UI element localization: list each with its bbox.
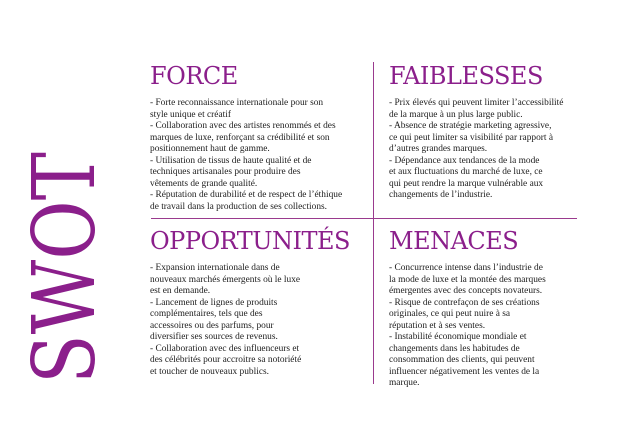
menaces-heading: MENACES <box>389 227 519 255</box>
quadrant-opportunites <box>150 228 365 378</box>
vertical-divider <box>373 62 374 384</box>
faiblesses-body: - Prix élevés qui peuvent limiter l’accessibilité de la marque à un plus large public. - Absence de stratégie marketing agressive, ce qui peut limiter sa visibilité par rapport à d’autres grandes marques. - Dépendance aux tendances de la mode et aux fluctuations du marché de luxe, ce qui peut rendre la marque vulnérable aux changements de l’industrie. <box>389 98 564 201</box>
opportunites-body: - Expansion internationale dans de nouveaux marchés émergents où le luxe est en demande. - Lancement de lignes de produits complémentaires, tels que des accessoires ou des parfums, pour diversifier ses sources de revenus. - Collaboration avec des influenceurs et des célébrités pour accroitre sa notoriété et toucher de nouveaux publics. <box>150 263 302 377</box>
quadrant-menaces <box>389 228 579 390</box>
swot-title-text: SWOT <box>15 108 115 384</box>
horizontal-divider <box>151 218 577 219</box>
quadrant-force <box>150 63 365 213</box>
faiblesses-heading: FAIBLESSES <box>389 62 543 90</box>
quadrant-faiblesses <box>389 63 579 202</box>
swot-title <box>8 108 115 388</box>
opportunites-heading: OPPORTUNITÉS <box>150 227 350 255</box>
force-heading: FORCE <box>150 62 238 90</box>
menaces-body: - Concurrence intense dans l’industrie de la mode de luxe et la montée des marques émergentes avec des concepts novateurs. - Risque de contrefaçon de ses créations originales, ce qui peut nuire à sa réputation et à ses ventes. - Instabilité économique mondiale et changements dans les habitudes de consommation des clients, qui peuvent influencer négativement les ventes de la marque. <box>389 263 546 389</box>
force-body: - Forte reconnaissance internationale pour son style unique et créatif - Collaboration avec des artistes renommés et des marques de luxe, renforçant sa crédibilité et son positionnement haut de gamme. - Utilisation de tissus de haute qualité et de techniques artisanales pour produire des vêtements de grande qualité. - Réputation de durabilité et de respect de l’éthique de travail dans la production de ses collections. <box>150 98 343 212</box>
